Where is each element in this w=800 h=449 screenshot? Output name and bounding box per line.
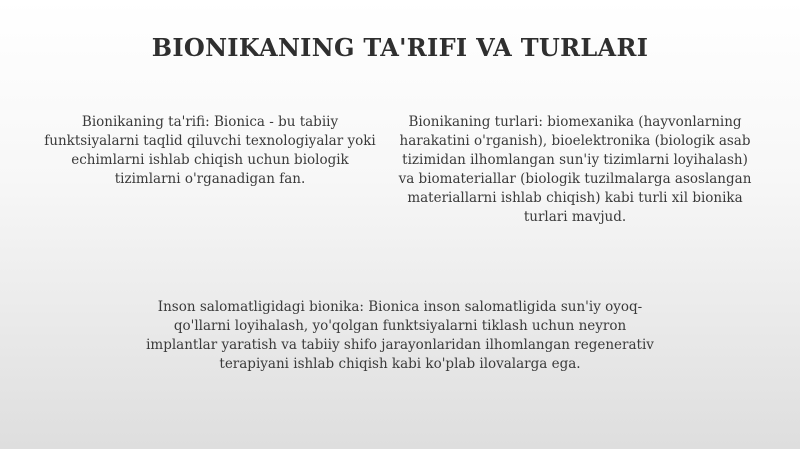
health-text: Inson salomatligidagi bionika: Bionica inson salomatligida sun'iy oyoq-qo'llarni loyihalash, yo'qolgan funktsiyalarni tiklash uchun neyron implantlar yaratish va tabiiy shifo jarayonlaridan ilhomlangan regenerativ terapiyani ishlab chiqish kabi ko'plab ilovalarga ega. [146,299,654,372]
slide-title: BIONIKANING TA'RIFI VA TURLARI [151,33,649,62]
definition-text: Bionikaning ta'rifi: Bionica - bu tabiiy funktsiyalarni taqlid qiluvchi texnologiyalar yoki echimlarni ishlab chiqish uchun biologik tizimlarni o'rganadigan fan. [44,114,376,187]
types-text: Bionikaning turlari: biomexanika (hayvonlarning harakatini o'rganish), bioelektronika (biologik asab tizimidan ilhomlangan sun'iy tizimlarni loyihalash) va biomateriallar (biologik tuzilmalarga asoslangan materiallarni ishlab chiqish) kabi turli xil bionika turlari mavjud. [398,114,752,225]
